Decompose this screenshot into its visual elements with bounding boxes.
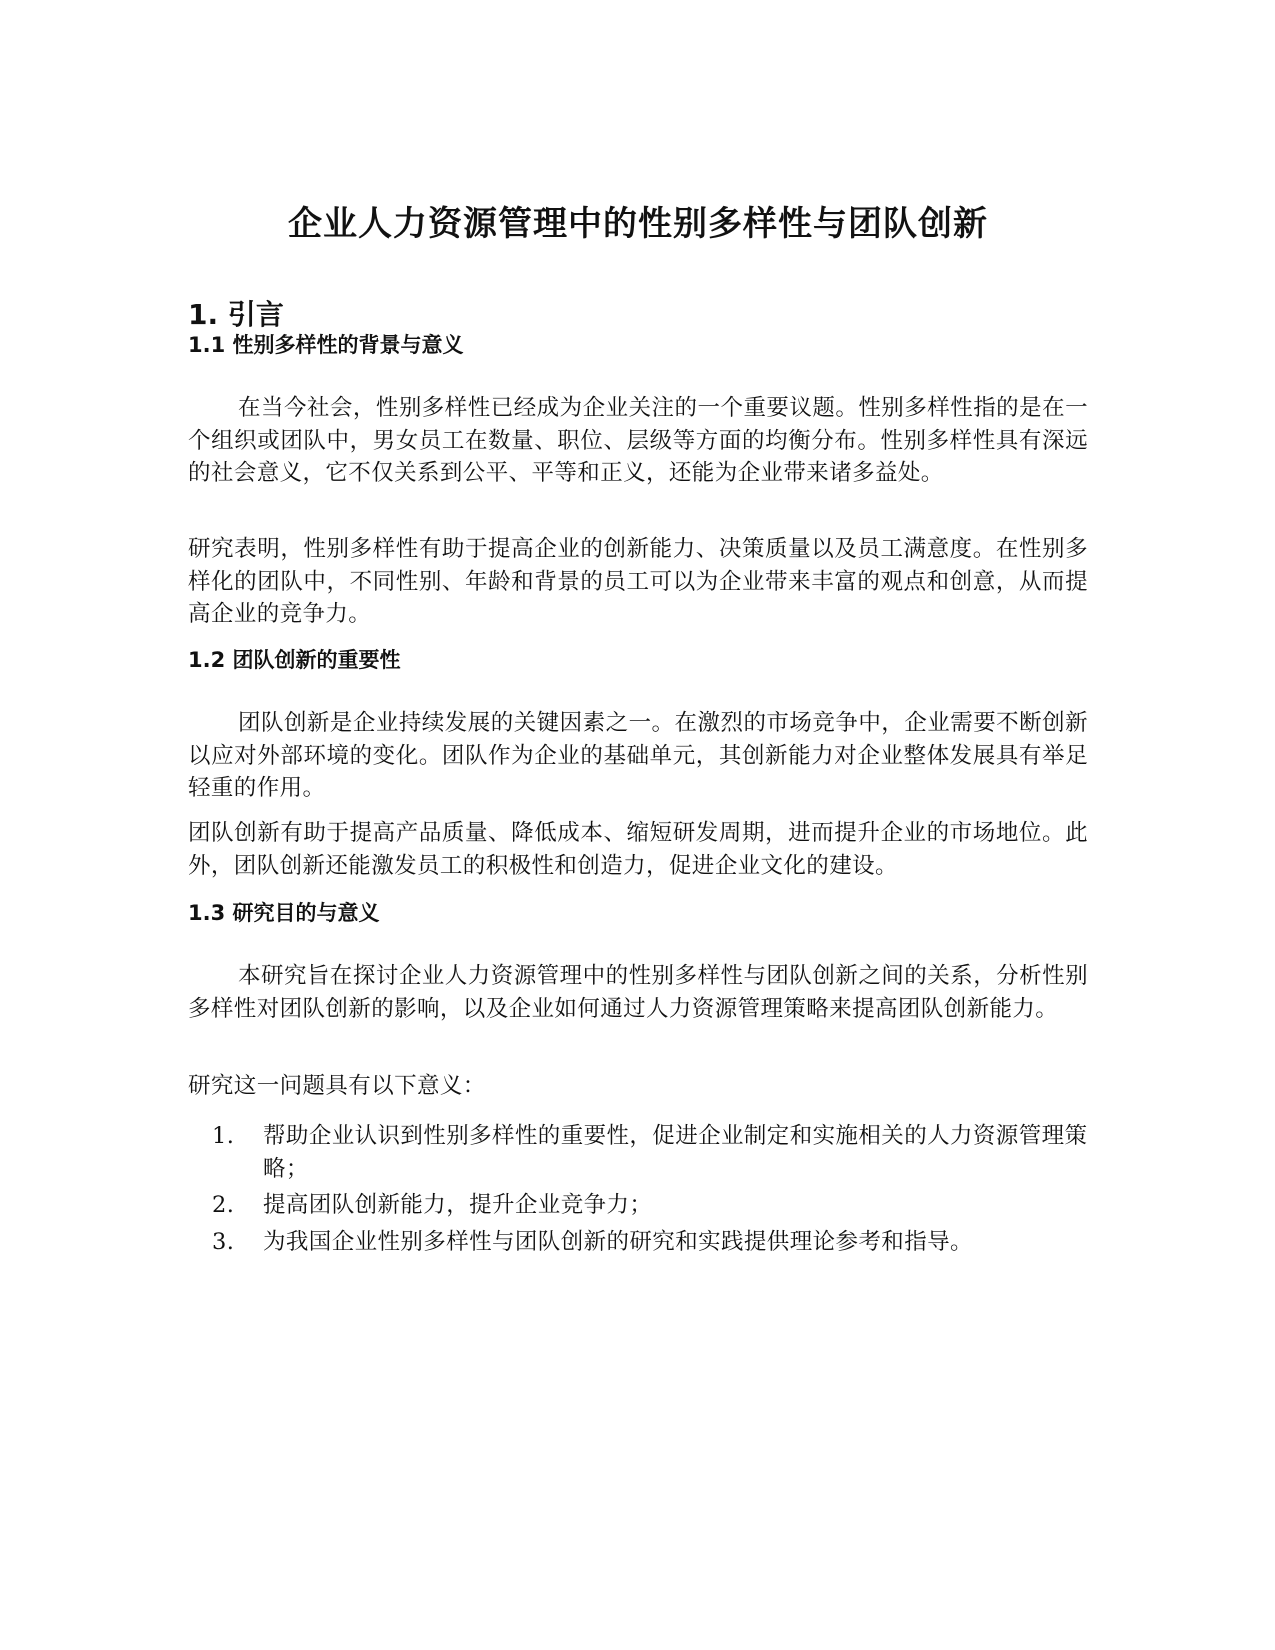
paragraph-1-2-b: 团队创新有助于提高产品质量、降低成本、缩短研发周期，进而提升企业的市场地位。此外，团队创新还能激发员工的积极性和创造力，促进企业文化的建设。 (188, 820, 1088, 879)
subsection-heading-1-1: 1.1 性别多样性的背景与意义 (188, 333, 464, 357)
section-heading-introduction: 1. 引言 (188, 298, 284, 331)
paragraph-1-1-b: 研究表明，性别多样性有助于提高企业的创新能力、决策质量以及员工满意度。在性别多样化的团队中，不同性别、年龄和背景的员工可以为企业带来丰富的观点和创意，从而提高企业的竞争力。 (188, 536, 1088, 627)
subsection-heading-1-2: 1.2 团队创新的重要性 (188, 648, 401, 672)
list-item-number: 3. (212, 1228, 235, 1255)
list-item-number: 2. (212, 1192, 235, 1218)
list-item (188, 1226, 1088, 1259)
list-item-text: 帮助企业认识到性别多样性的重要性，促进企业制定和实施相关的人力资源管理策略； (263, 1123, 1088, 1182)
list-item-text: 提高团队创新能力，提升企业竞争力； (263, 1192, 653, 1218)
list-item-number: 1. (212, 1123, 235, 1149)
paragraph-1-3-a: 本研究旨在探讨企业人力资源管理中的性别多样性与团队创新之间的关系，分析性别多样性对团队创新的影响，以及企业如何通过人力资源管理策略来提高团队创新能力。 (188, 963, 1088, 1022)
list-item-text: 为我国企业性别多样性与团队创新的研究和实践提供理论参考和指导。 (263, 1228, 973, 1255)
list-item (188, 1189, 1088, 1222)
paragraph-1-1-a: 在当今社会，性别多样性已经成为企业关注的一个重要议题。性别多样性指的是在一个组织或团队中，男女员工在数量、职位、层级等方面的均衡分布。性别多样性具有深远的社会意义，它不仅关系到公平、平等和正义，还能为企业带来诸多益处。 (188, 395, 1088, 486)
paragraph-1-3-b: 研究这一问题具有以下意义： (188, 1073, 486, 1099)
document-page (188, 0, 1088, 1650)
document-title: 企业人力资源管理中的性别多样性与团队创新 (288, 204, 988, 244)
significance-list (188, 1120, 1088, 1262)
paragraph-1-2-a: 团队创新是企业持续发展的关键因素之一。在激烈的市场竞争中，企业需要不断创新以应对外部环境的变化。团队作为企业的基础单元，其创新能力对企业整体发展具有举足轻重的作用。 (188, 710, 1088, 801)
subsection-heading-1-3: 1.3 研究目的与意义 (188, 901, 380, 925)
list-item (188, 1120, 1088, 1185)
